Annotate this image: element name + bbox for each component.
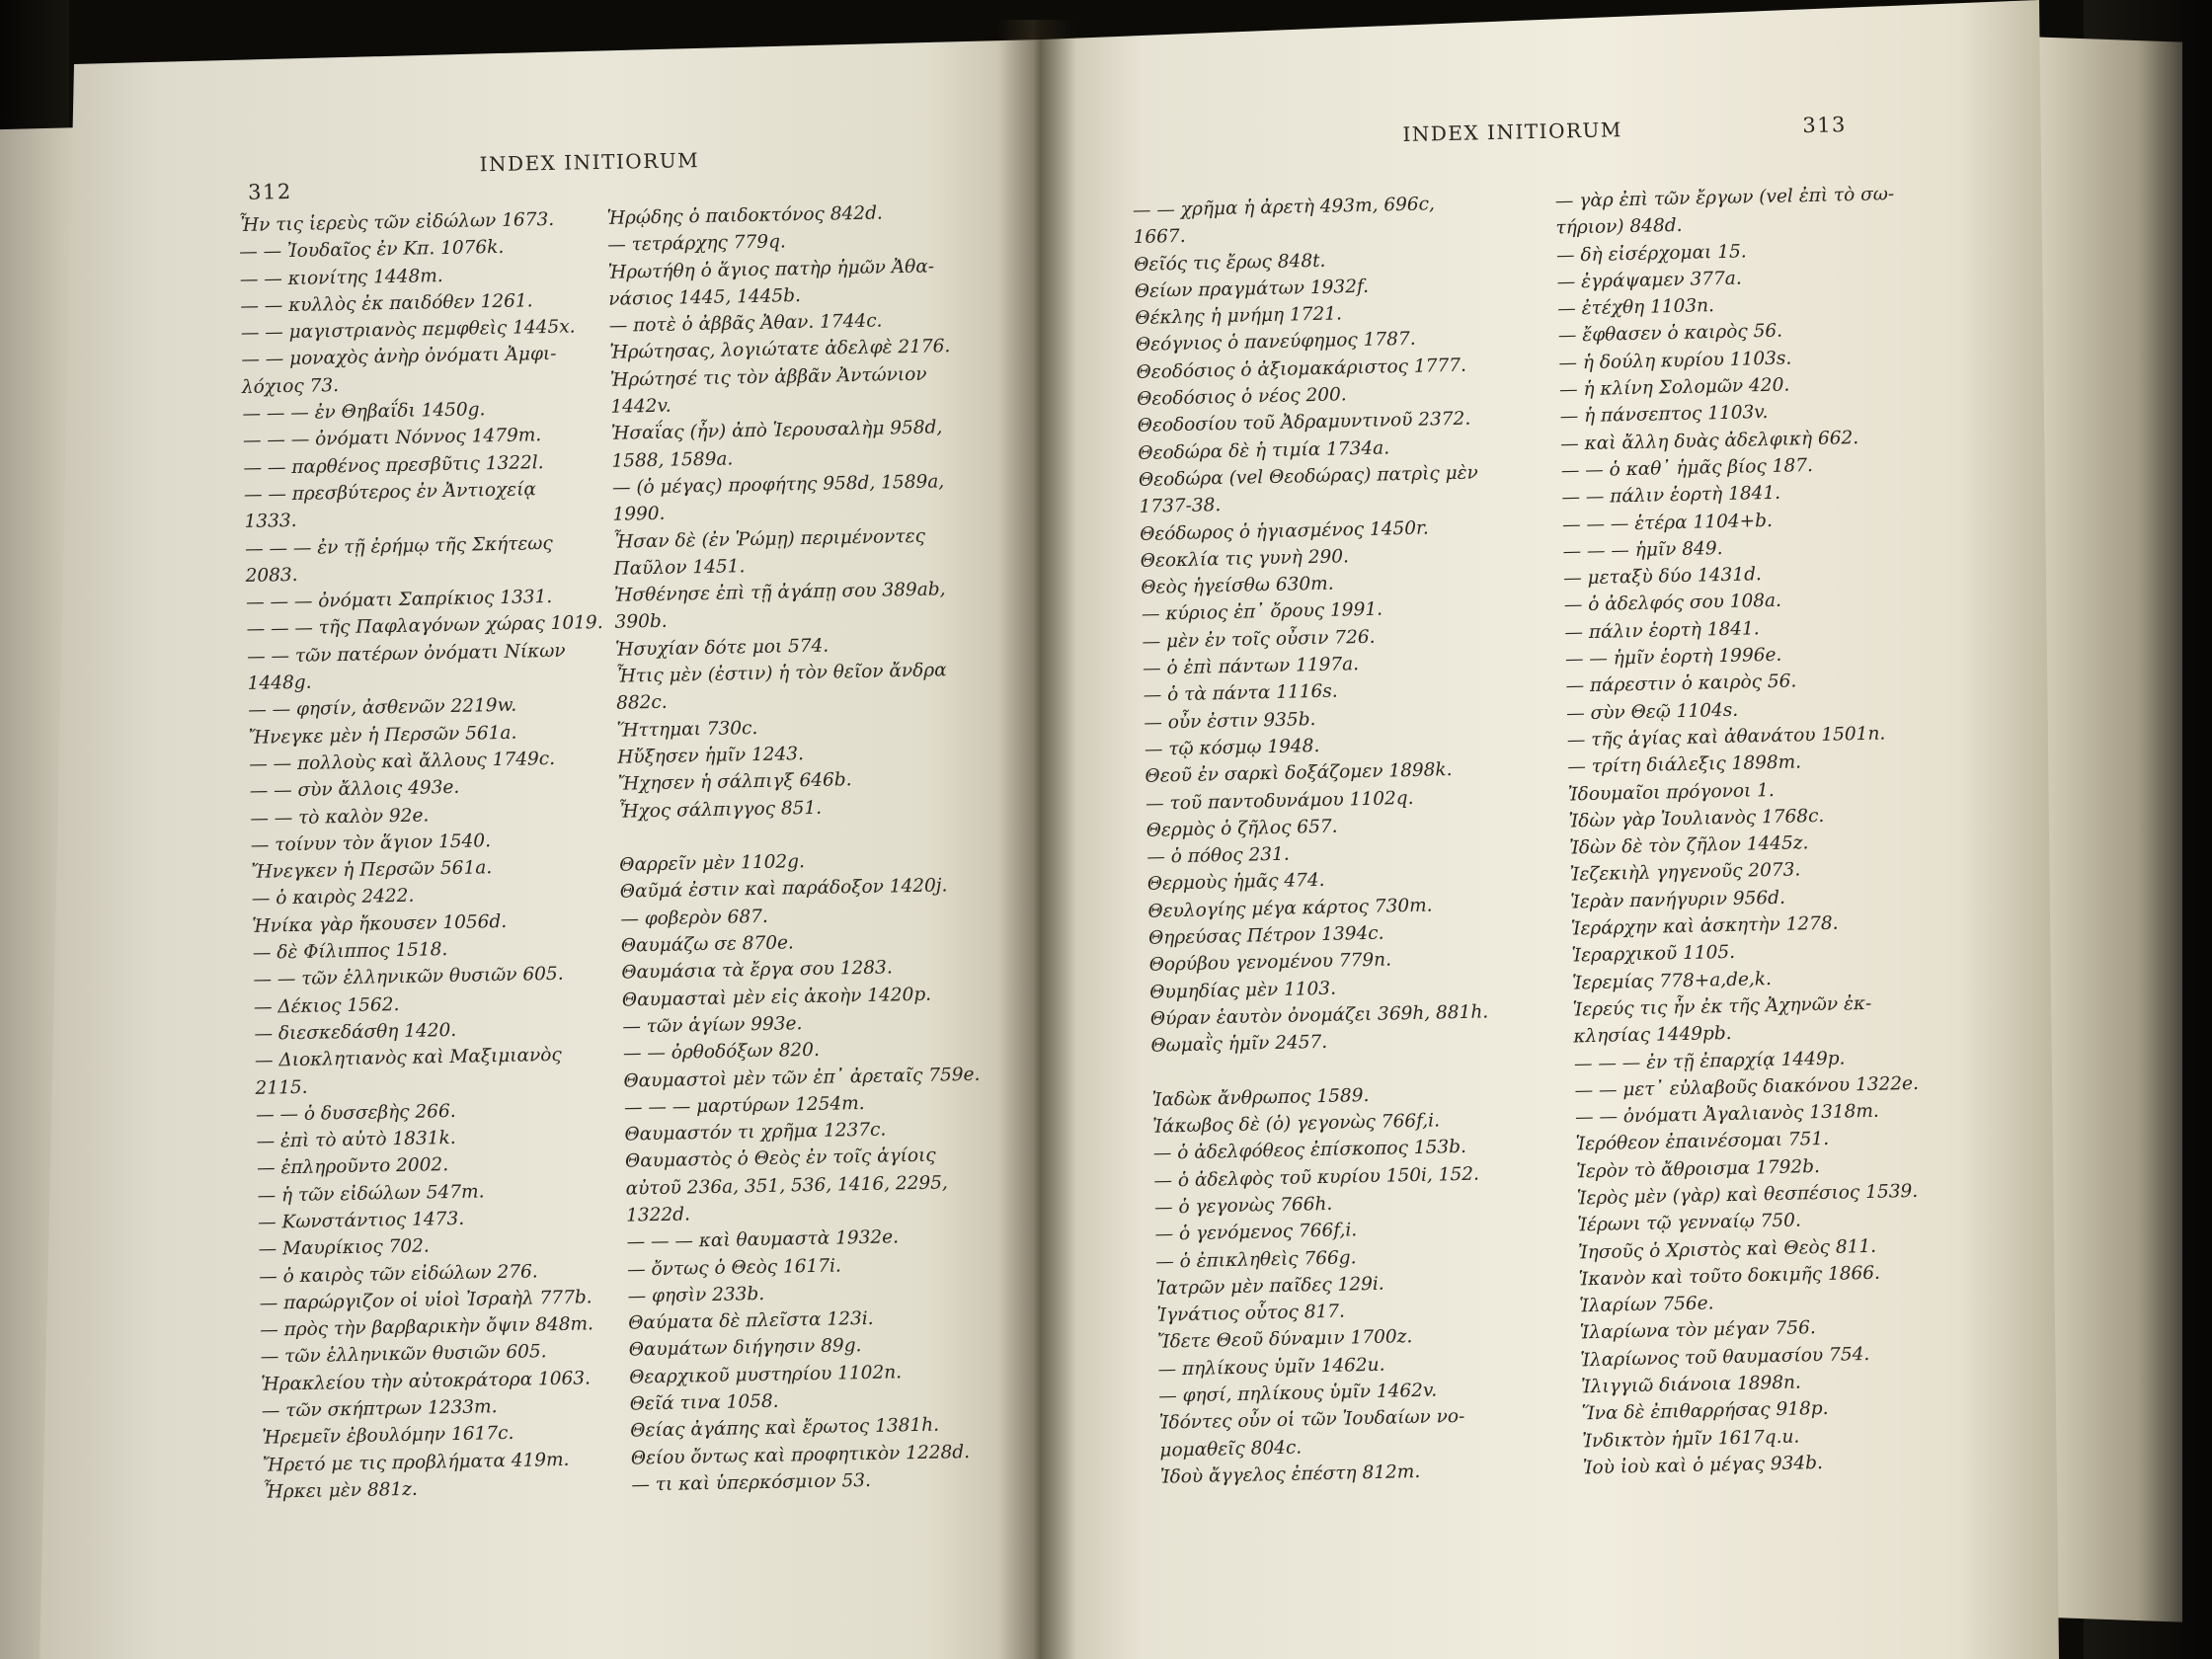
index-entry: — ὄντως ὁ Θεὸς 1617i. (626, 1255, 842, 1281)
index-entry: — τοῦ παντοδυνάμου 1102q. (1145, 787, 1414, 815)
left-page-column-2 (606, 198, 1026, 1499)
index-entry: — μεταξὺ δύο 1431d. (1563, 564, 1763, 590)
index-entry: Ἰλιγγιῶ διάνοια 1898n. (1580, 1372, 1802, 1398)
index-entry: — δὴ εἰσέρχομαι 15. (1555, 241, 1747, 267)
index-entry: — ὁ γεγονὼς 766h. (1153, 1193, 1333, 1219)
index-entry: Ἦτις μὲν (ἐστιν) ἡ τὸν θεῖον ἄνδρα (615, 660, 947, 687)
index-entry: Ἱερεύς τις ἦν ἐκ τῆς Ἀχηνῶν ἐκ- (1572, 992, 1872, 1021)
index-entry: 2083. (245, 564, 298, 587)
index-entry: — — Ἰουδαῖος ἐν Κπ. 1076k. (239, 237, 505, 264)
index-entry: Θεοδόσιος ὁ ἀξιομακάριστος 1777. (1136, 355, 1467, 383)
index-entry: — πάλιν ἑορτὴ 1841. (1564, 617, 1760, 644)
index-entry: Θηρεύσας Πέτρον 1394c. (1147, 922, 1384, 949)
index-entry: — γὰρ ἐπὶ τῶν ἔργων (vel ἐπὶ τὸ σω- (1554, 184, 1895, 212)
right-page-column-2 (1555, 181, 1920, 1481)
index-entry: 1990. (612, 504, 666, 526)
index-entry: — — ὀρθοδόξων 820. (622, 1040, 821, 1065)
index-entry: — δὲ Φίλιππος 1518. (252, 939, 448, 964)
index-entry: — τῆς ἁγίας καὶ ἀθανάτου 1501n. (1566, 723, 1886, 751)
index-entry: Ἡρακλείου τὴν αὐτοκράτορα 1063. (261, 1368, 592, 1395)
index-entry: Ἦσαν δὲ (ἐν Ῥώμῃ) περιμένοντες (612, 525, 926, 553)
index-entry: — ὁ ἀδελφὸς τοῦ κυρίου 150i, 152. (1153, 1163, 1480, 1192)
index-entry: Ἦν τις ἱερεὺς τῶν εἰδώλων 1673. (238, 208, 555, 236)
index-entry: Ἠσθένησε ἐπὶ τῇ ἀγάπῃ σου 389ab, (613, 579, 946, 606)
index-entry: Θαρρεῖν μὲν 1102g. (619, 851, 806, 876)
left-page-number: 312 (247, 179, 292, 204)
index-entry: Ἰδὼν γὰρ Ἰουλιανὸς 1768c. (1568, 805, 1825, 832)
index-entry: Θεοῦ ἐν σαρκὶ δοξάζομεν 1898k. (1145, 759, 1453, 788)
index-entry: 1448g. (247, 672, 312, 694)
index-entry: Θεόγνιος ὁ πανεύφημος 1787. (1135, 329, 1416, 356)
index-entry: — — — ἑτέρα 1104+b. (1561, 510, 1774, 536)
index-entry: — ἐπὶ τὸ αὐτὸ 1831k. (256, 1128, 456, 1152)
index-entry: — — — ὀνόματι Νόννος 1479m. (242, 425, 542, 452)
index-entry: — — πρεσβύτερος ἐν Ἀντιοχείᾳ (243, 479, 537, 506)
index-entry: Θερμὸς ὁ ζῆλος 657. (1146, 816, 1338, 841)
index-entry: Ἡνίκα γὰρ ἤκουσεν 1056d. (252, 910, 508, 937)
index-entry: — τῶν ἁγίων 993e. (622, 1013, 803, 1038)
index-entry: — ὁ ἀδελφός σου 108a. (1563, 591, 1782, 616)
index-entry: Θαυμαστὸς ὁ Θεὸς ἐν τοῖς ἁγίοις (624, 1145, 936, 1173)
index-entry: 882c. (615, 692, 668, 715)
index-entry: — — — ἐν Θηβαΐδι 1450g. (242, 399, 486, 426)
index-entry: Ἤνεγκε μὲν ἡ Περσῶν 561a. (248, 722, 517, 749)
index-entry: Ἠρωτήθη ὁ ἅγιος πατὴρ ἡμῶν Ἀθα- (607, 256, 935, 283)
index-entry: Ἠρώτησέ τις τὸν ἀββᾶν Ἀντώνιον (609, 363, 927, 391)
index-entry: Ἡσυχίαν δότε μοι 574. (614, 635, 830, 661)
index-entry: Ἱερεμίας 778+a,de,k. (1571, 968, 1773, 994)
index-entry: Θαυμασταὶ μὲν εἰς ἀκοὴν 1420p. (621, 984, 932, 1011)
index-entry: — — — ὀνόματι Σαπρίκιος 1331. (245, 587, 553, 614)
index-entry: — ἐτέχθη 1103n. (1557, 295, 1715, 320)
index-entry: Ἠρεμεῖν ἐβουλόμην 1617c. (262, 1423, 514, 1450)
index-entry: 2115. (255, 1076, 308, 1099)
index-entry: Ἱλαρίωνος τοῦ θαυμασίου 754. (1580, 1343, 1870, 1372)
index-entry: — φησὶν 233b. (627, 1283, 765, 1307)
index-entry: — ἡ τῶν εἰδώλων 547m. (257, 1181, 485, 1207)
index-entry: Ἰαδὼκ ἄνθρωπος 1589. (1151, 1084, 1370, 1111)
index-entry: — (ὁ μέγας) προφήτης 958d, 1589a, (611, 471, 945, 499)
index-entry: Θεόδωρος ὁ ἡγιασμένος 1450r. (1139, 517, 1429, 545)
index-entry: — — — καὶ θαυμαστὰ 1932e. (626, 1226, 900, 1253)
index-entry: — ἐγράψαμεν 377a. (1556, 268, 1742, 293)
index-entry: Θεοδώρα (vel Θεοδώρας) πατρὶς μὲν (1138, 462, 1479, 491)
index-entry: Θεαρχικοῦ μυστηρίου 1102n. (629, 1362, 903, 1388)
index-entry: Ἰδὼν δὲ τὸν ζῆλον 1445z. (1569, 832, 1809, 859)
index-entry: Ἱερὸς μὲν (γὰρ) καὶ θεσπέσιος 1539. (1576, 1180, 1919, 1210)
index-entry: — κύριος ἐπ᾿ ὄρους 1991. (1141, 599, 1383, 626)
index-entry: Θαυμαστόν τι χρῆμα 1237c. (624, 1119, 887, 1146)
index-entry: — μὲν ἐν τοῖς οὖσιν 726. (1142, 626, 1376, 653)
index-entry: Ἱκανὸν καὶ τοῦτο δοκιμῆς 1866. (1578, 1262, 1881, 1291)
index-entry: Θεῖά τινα 1058. (629, 1390, 779, 1415)
index-entry: — ὁ γενόμενος 766f,i. (1154, 1220, 1358, 1246)
underlying-pages-right (2034, 37, 2182, 1621)
index-entry: Ἰδόντες οὖν οἱ τῶν Ἰουδαίων νο- (1158, 1406, 1465, 1435)
index-entry: — Δέκιος 1562. (253, 993, 400, 1018)
index-entry: — — τῶν ἑλληνικῶν θυσιῶν 605. (253, 964, 564, 991)
index-entry: — φησί, πηλίκους ὑμῖν 1462v. (1158, 1380, 1438, 1407)
index-entry: Ἱερὸν τὸ ἄθροισμα 1792b. (1576, 1155, 1821, 1183)
index-entry: Ἰάκωβος δὲ (ὁ) γεγονὼς 766f,i. (1152, 1110, 1441, 1138)
index-entry: — πηλίκους ὑμῖν 1462u. (1157, 1354, 1385, 1381)
index-entry: — — — ἡμῖν 849. (1562, 537, 1723, 563)
index-entry: Ἰγνάτιος οὗτος 817. (1156, 1301, 1346, 1326)
right-page-content (1131, 102, 1940, 1491)
index-entry: Ἤχησεν ἡ σάλπιγξ 646b. (617, 769, 852, 795)
index-entry: Θέκλης ἡ μνήμη 1721. (1135, 303, 1343, 330)
index-entry: — — κυλλὸς ἐκ παιδόθεν 1261. (240, 290, 533, 317)
index-entry: Ἴδετε Θεοῦ δύναμιν 1700z. (1156, 1326, 1413, 1354)
index-entry: — — μετ᾿ εὐλαβοῦς διακόνου 1322e. (1574, 1072, 1920, 1102)
right-running-head: INDEX INITIORUM (1402, 118, 1623, 146)
index-entry: — — τὸ καλὸν 92e. (250, 804, 430, 830)
index-entry: — — — ἐν τῇ ἐρήμῳ τῆς Σκήτεως (244, 532, 553, 560)
index-entry: — — — μαρτύρων 1254m. (623, 1092, 865, 1119)
index-entry: — — παρθένος πρεσβῦτις 1322l. (243, 451, 544, 479)
index-entry: — τῶν σκήπτρων 1233m. (261, 1396, 498, 1422)
index-entry: Ἱεράρχην καὶ ἀσκητὴν 1278. (1570, 912, 1839, 940)
index-entry: Ηὔξησεν ἡμῖν 1243. (617, 744, 805, 768)
left-page-column-1 (239, 205, 604, 1506)
index-entry: Ἰδουμαῖοι πρόγονοι 1. (1567, 779, 1775, 806)
index-entry: — — χρῆμα ἡ ἀρετὴ 493m, 696c, (1132, 194, 1436, 221)
index-entry: — ὁ καιρὸς τῶν εἰδώλων 276. (259, 1260, 538, 1288)
index-entry: Ἦχος σάλπιγγος 851. (618, 797, 823, 823)
index-entry: Ἰδοὺ ἄγγελος ἐπέστη 812m. (1159, 1461, 1421, 1488)
index-entry: 1737-38. (1139, 495, 1222, 518)
index-entry: — — σὺν ἄλλοις 493e. (249, 777, 460, 803)
index-entry: — πρὸς τὴν βαρβαρικὴν ὄψιν 848m. (260, 1313, 594, 1341)
right-page-number: 313 (1802, 113, 1848, 138)
index-entry: Ἦρκει μὲν 881z. (263, 1478, 419, 1503)
index-entry: Ἵνα δὲ ἐπιθαρρήσας 918p. (1581, 1398, 1829, 1425)
index-entry: 1322d. (625, 1204, 691, 1226)
index-entry: κλησίας 1449pb. (1573, 1023, 1732, 1048)
index-entry: 1442v. (610, 395, 672, 418)
index-entry: 1333. (244, 511, 297, 533)
index-entry: Ἰνδικτὸν ἡμῖν 1617q.u. (1582, 1426, 1800, 1452)
left-page-columns (239, 197, 1073, 1506)
index-entry: Ἱλαρίων 756e. (1579, 1293, 1714, 1317)
right-page-columns (1133, 181, 1940, 1491)
index-entry: μομαθεῖς 804c. (1159, 1437, 1303, 1462)
left-page-content (237, 118, 1073, 1506)
index-entry: — ὁ ἐπὶ πάντων 1197a. (1142, 654, 1360, 679)
index-entry: — παρώργιζον οἱ υἱοὶ Ἰσραὴλ 777b. (259, 1287, 592, 1314)
index-entry: — — πάλιν ἑορτὴ 1841. (1561, 483, 1781, 509)
index-entry: Θείας ἀγάπης καὶ ἔρωτος 1381h. (630, 1414, 940, 1442)
index-entry: Ἤρετό με τις προβλήματα 419m. (262, 1449, 570, 1476)
index-entry: — ἡ δούλη κυρίου 1103s. (1558, 348, 1792, 374)
index-entry: Θυμηδίας μὲν 1103. (1149, 978, 1337, 1003)
index-entry: Ἱλαρίωνα τὸν μέγαν 756. (1579, 1317, 1816, 1344)
right-page-column-1 (1133, 189, 1550, 1491)
index-entry: Ἱερόθεον ἐπαινέσομαι 751. (1575, 1129, 1830, 1155)
index-entry: 1588, 1589a. (611, 448, 734, 472)
left-running-head: INDEX INITIORUM (479, 148, 700, 177)
index-entry: Ἠρώτησας, λογιώτατε ἀδελφὲ 2176. (609, 336, 951, 364)
index-entry: — — μαγιστριανὸς πεμφθεὶς 1445x. (240, 316, 576, 345)
index-entry: Ἰατρῶν μὲν παῖδες 129i. (1155, 1273, 1384, 1300)
index-entry: — Κωνστάντιος 1473. (257, 1208, 465, 1233)
index-entry: — ὁ ἐπικληθεὶς 766g. (1155, 1246, 1357, 1273)
index-entry: — ἔφθασεν ὁ καιρὸς 56. (1557, 321, 1783, 348)
index-entry: Παῦλον 1451. (613, 556, 746, 580)
index-entry: Θείου ὄντως καὶ προφητικὸν 1228d. (630, 1441, 971, 1469)
index-entry: Θεὸς ἡγείσθω 630m. (1141, 573, 1334, 599)
index-entry: Ἰησοῦς ὁ Χριστὸς καὶ Θεὸς 811. (1577, 1235, 1877, 1263)
index-entry: αὐτοῦ 236a, 351, 536, 1416, 2295, (625, 1172, 949, 1200)
index-entry: — ἡ κλίνη Σολομῶν 420. (1558, 374, 1790, 401)
index-entry: — Διοκλητιανὸς καὶ Μαξιμιανὸς (254, 1045, 563, 1072)
index-entry: Θευλογίης μέγα κάρτος 730m. (1147, 895, 1433, 922)
index-entry: — πάρεστιν ὁ καιρὸς 56. (1565, 671, 1797, 697)
index-entry: — ἐπληροῦντο 2002. (256, 1154, 449, 1180)
left-page-header (237, 118, 1048, 212)
index-entry: — — — τῆς Παφλαγόνων χώρας 1019. (246, 612, 603, 641)
index-entry: — διεσκεδάσθη 1420. (254, 1019, 457, 1045)
index-entry: Θερμοὺς ἡμᾶς 474. (1146, 870, 1325, 896)
index-entry: — — κιονίτης 1448m. (239, 265, 443, 290)
index-entry: — — ἡμῖν ἑορτὴ 1996e. (1564, 644, 1782, 671)
index-entry: — — ὁ δυσσεβὴς 266. (255, 1100, 456, 1126)
index-entry: — — φησίν, ἀσθενῶν 2219w. (248, 695, 517, 722)
index-entry: — — ὀνόματι Ἀγαλιανὸς 1318m. (1574, 1100, 1880, 1129)
index-entry: — τι καὶ ὑπερκόσμιον 53. (631, 1469, 872, 1496)
index-entry: — τοίνυν τὸν ἅγιον 1540. (250, 830, 492, 856)
index-entry: — ὁ πόθος 231. (1146, 843, 1290, 868)
index-entry: Θαῦμά ἐστιν καὶ παράδοξον 1420j. (619, 875, 948, 904)
index-entry: Ἰεζεκιὴλ γηγενοῦς 2073. (1569, 859, 1801, 886)
index-entry: Θεοκλία τις γυνὴ 290. (1140, 546, 1350, 572)
index-entry: Θωμαῒς ἡμῖν 2457. (1150, 1032, 1328, 1057)
index-entry: — τῶν ἑλληνικῶν θυσιῶν 605. (260, 1341, 547, 1369)
index-entry: Θαυμαστοὶ μὲν τῶν ἐπ᾿ ἀρεταῖς 759e. (623, 1064, 981, 1092)
index-entry: Ἡρῴδης ὁ παιδοκτόνος 842d. (606, 202, 884, 229)
index-entry: — — ὁ καθ᾿ ἡμᾶς βίος 187. (1560, 454, 1814, 482)
index-entry: 390b. (614, 611, 668, 634)
index-entry: — Μαυρίκιος 702. (258, 1235, 431, 1261)
index-entry: — τῷ κόσμῳ 1948. (1144, 735, 1320, 760)
index-entry: Ἱέρωνι τῷ γενναίῳ 750. (1577, 1210, 1802, 1236)
index-entry: λόχιος 73. (241, 374, 340, 398)
index-entry: Ἠσαΐας (ἦν) ἀπὸ Ἱερουσαλὴμ 958d, (610, 417, 943, 445)
index-entry: — ὁ καιρὸς 2422. (251, 886, 415, 910)
index-entry: — — μοναχὸς ἀνὴρ ὀνόματι Ἀμφι- (241, 344, 557, 371)
index-entry: Θείων πραγμάτων 1932f. (1134, 276, 1370, 302)
index-entry: νάσιος 1445, 1445b. (608, 284, 802, 310)
index-entry: Θεοδόσιος ὁ νέος 200. (1136, 384, 1347, 411)
index-entry: — — — ἐν τῇ ἐπαρχίᾳ 1449p. (1573, 1047, 1846, 1074)
index-entry: Θεοδώρα δὲ ἡ τιμία 1734a. (1138, 437, 1390, 464)
index-entry: Θύραν ἑαυτὸν ὀνομάζει 369h, 881h. (1149, 1001, 1489, 1030)
index-entry: — σὺν Θεῷ 1104s. (1566, 699, 1739, 725)
index-entry: — τετράρχης 779q. (607, 231, 787, 257)
index-entry: Ἱεραρχικοῦ 1105. (1571, 942, 1736, 967)
index-entry: — ὁ ἀδελφόθεος ἐπίσκοπος 153b. (1152, 1137, 1467, 1165)
index-entry: Θορύβου γενομένου 779n. (1148, 949, 1392, 977)
index-entry: Θαυμάτων διήγησιν 89g. (628, 1335, 862, 1362)
index-entry: Ἥττημαι 730c. (616, 717, 758, 742)
index-entry: Ἤνεγκεν ἡ Περσῶν 561a. (251, 857, 493, 883)
index-entry: Θεῖός τις ἔρως 848t. (1134, 250, 1326, 276)
index-entry: — — πολλοὺς καὶ ἄλλους 1749c. (249, 748, 556, 775)
index-entry: — οὖν ἐστιν 935b. (1144, 708, 1316, 734)
index-entry: Θεοδοσίου τοῦ Ἀδραμυντινοῦ 2372. (1137, 408, 1471, 437)
index-entry: — τρίτη διάλεξις 1898m. (1567, 751, 1802, 778)
index-entry: Θαυμάζω σε 870e. (620, 932, 795, 957)
index-entry: Ἰοὺ ἰοὺ καὶ ὁ μέγας 934b. (1582, 1452, 1824, 1479)
index-entry: — ἡ πάνσεπτος 1103v. (1559, 402, 1769, 428)
index-entry: — ὁ τὰ πάντα 1116s. (1143, 680, 1338, 707)
index-entry: — ποτὲ ὁ ἀββᾶς Ἀθαν. 1744c. (608, 310, 883, 337)
index-entry: Θαυμάσια τὰ ἔργα σου 1283. (621, 957, 893, 984)
index-entry: τήριον) 848d. (1555, 215, 1683, 239)
index-entry: 1667. (1133, 226, 1186, 249)
index-entry: — — τῶν πατέρων ὀνόματι Νίκων (246, 640, 566, 668)
index-entry: — φοβερὸν 687. (620, 906, 768, 930)
index-entry: Θαύματα δὲ πλεῖστα 123i. (628, 1308, 874, 1334)
index-entry: — καὶ ἄλλη δυὰς ἀδελφικὴ 662. (1560, 427, 1859, 455)
index-entry: Ἱερὰν πανήγυριν 956d. (1570, 887, 1786, 913)
